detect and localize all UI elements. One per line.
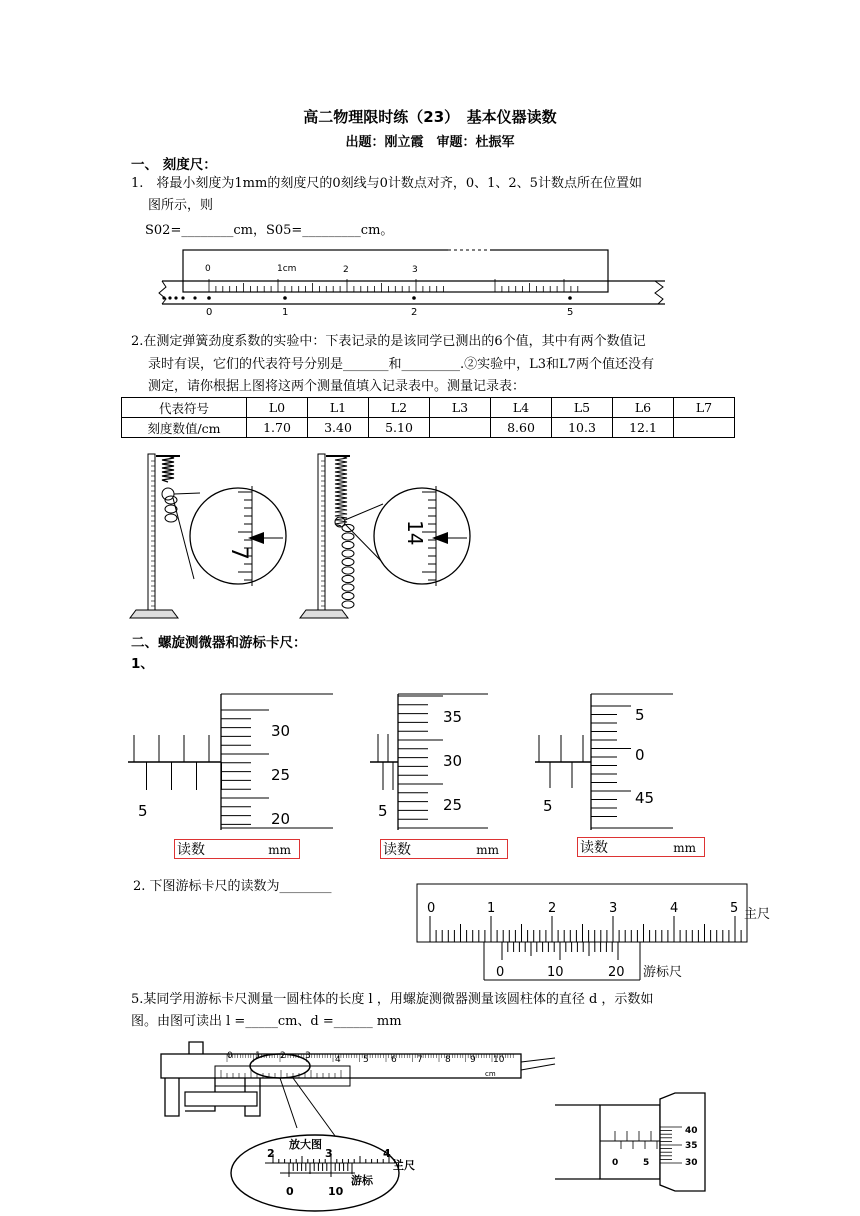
- ruler-label-1cm: 1cm: [277, 264, 297, 274]
- spring-label-7: 7: [226, 546, 251, 560]
- photo-scale-10: 10: [493, 1055, 505, 1065]
- section-heading-micrometer: 二、螺旋测微器和游标卡尺：: [131, 635, 307, 651]
- photo-scale-7: 7: [417, 1055, 423, 1065]
- table-cell: L1: [308, 398, 369, 418]
- table-cell: L4: [491, 398, 552, 418]
- reading-box-1[interactable]: [174, 839, 300, 859]
- photo-scale-9: 9: [470, 1055, 476, 1065]
- micrometer-3-tick-0: 0: [635, 746, 645, 764]
- section-heading-ruler: 一、 刻度尺：: [131, 157, 217, 173]
- table-cell: L0: [247, 398, 308, 418]
- micrometer-2-tick-35: 35: [443, 708, 463, 726]
- reading-box-2[interactable]: [380, 839, 508, 859]
- ruler-label-0: 0: [205, 264, 211, 274]
- caliper-main-5: 5: [730, 901, 739, 916]
- page-title: 高二物理限时练（23） 基本仪器读数: [303, 108, 557, 126]
- reading-unit: mm: [476, 843, 499, 857]
- caliper-vernier-label: 游标尺: [643, 965, 683, 980]
- hanging-weight: [342, 584, 354, 591]
- page-subtitle: 出题：刚立霞 审题：杜振军: [345, 135, 515, 150]
- question-label-1: 1、: [131, 656, 154, 672]
- caliper-vernier-20: 20: [608, 965, 625, 980]
- hanging-weight: [342, 558, 354, 565]
- table-cell: 代表符号: [122, 398, 247, 418]
- question-2-line1: 2.在测定弹簧劲度系数的实验中：下表记录的是该同学已测出的6个值，其中有两个数值记: [131, 334, 646, 349]
- photo-scale-4: 4: [335, 1055, 341, 1065]
- zoom-main-2: 2: [267, 1147, 275, 1160]
- photo-scale-8: 8: [445, 1055, 451, 1065]
- count-point-5: [568, 296, 572, 300]
- table-cell: L5: [552, 398, 613, 418]
- table-cell: [674, 418, 735, 438]
- hanging-weight: [342, 550, 354, 557]
- micrometer-4-tick-40: 40: [685, 1126, 698, 1136]
- question-2-line2: 录时有误，它们的代表符号分别是_______和_________.②实验中，L3和L7两个值还没有: [148, 357, 654, 372]
- micrometer-3-tick-45: 45: [635, 789, 655, 807]
- caliper-vernier-0: 0: [496, 965, 505, 980]
- count-label-2: 2: [411, 307, 418, 318]
- ruler-label-3: 3: [412, 265, 418, 275]
- question-5-line1: 5.某同学用游标卡尺测量一圆柱体的长度 l ，用螺旋测微器测量该圆柱体的直径 d ，示数如: [131, 992, 654, 1007]
- reading-box-3[interactable]: [577, 837, 705, 857]
- count-label-0: 0: [206, 307, 213, 318]
- micrometer-4-main-5: 5: [643, 1158, 650, 1168]
- hanging-weight: [342, 592, 354, 599]
- count-label-5: 5: [567, 307, 574, 318]
- caliper-main-1: 1: [487, 901, 496, 916]
- table-cell: L6: [613, 398, 674, 418]
- record-table: [121, 397, 735, 438]
- count-point-2: [412, 296, 416, 300]
- question-2-line3: 测定，请你根据上图将这两个测量值填入记录表中。测量记录表：: [148, 379, 526, 394]
- photo-scale-2: 2: [280, 1051, 286, 1061]
- micrometer-1-tick-25: 25: [271, 766, 291, 784]
- table-cell: L7: [674, 398, 735, 418]
- table-cell: 5.10: [369, 418, 430, 438]
- micrometer-1-main-label: 5: [138, 802, 148, 820]
- zoom-main-3: 3: [325, 1147, 333, 1160]
- caliper-drawing-figure: [155, 1036, 565, 1214]
- table-cell: [430, 418, 491, 438]
- photo-scale-6: 6: [391, 1055, 397, 1065]
- caliper-main-3: 3: [609, 901, 618, 916]
- zoom-vernier-label: 游标: [351, 1174, 373, 1187]
- micrometer-1: [128, 690, 348, 830]
- spring-apparatus-figure: [128, 446, 478, 626]
- table-row: [122, 398, 735, 418]
- caliper-main-4: 4: [670, 901, 679, 916]
- question-2-caliper: 2. 下图游标卡尺的读数为________: [133, 879, 332, 894]
- table-cell: 3.40: [308, 418, 369, 438]
- count-label-1: 1: [282, 307, 289, 318]
- micrometer-2-main-label: 5: [378, 802, 388, 820]
- micrometer-1-tick-20: 20: [271, 810, 291, 828]
- hanging-weight: [342, 575, 354, 582]
- micrometer-4-tick-30: 30: [685, 1158, 698, 1168]
- spring-label-14: 14: [403, 520, 427, 546]
- photo-scale-3: 3: [305, 1051, 311, 1061]
- count-point-1: [283, 296, 287, 300]
- micrometer-2-tick-25: 25: [443, 796, 463, 814]
- micrometer-4-main-0: 0: [612, 1158, 619, 1168]
- micrometer-2-tick-30: 30: [443, 752, 463, 770]
- micrometer-2: [370, 690, 500, 830]
- caliper-main-0: 0: [427, 901, 436, 916]
- zoom-label: 放大图: [289, 1138, 322, 1151]
- ruler-label-2: 2: [343, 265, 349, 275]
- table-cell: 刻度数值/cm: [122, 418, 247, 438]
- table-cell: L2: [369, 398, 430, 418]
- question-1-answer: S02=________cm，S05=_________cm。: [145, 223, 394, 238]
- question-1-line2: 图所示，则: [148, 198, 214, 213]
- caliper-vernier-10: 10: [547, 965, 564, 980]
- reading-label: 读数: [580, 840, 608, 856]
- micrometer-3: [535, 690, 685, 830]
- photo-scale-5: 5: [363, 1055, 369, 1065]
- photo-unit: cm: [485, 1070, 496, 1078]
- ruler-figure: [150, 247, 680, 319]
- reading-label: 读数: [383, 842, 411, 858]
- table-cell: L3: [430, 398, 491, 418]
- zoom-vernier-10: 10: [328, 1185, 344, 1198]
- count-point-0: [207, 296, 211, 300]
- question-5-line2: 图。由图可读出 l =_____cm、d =______ mm: [131, 1014, 402, 1029]
- micrometer-1-tick-30: 30: [271, 722, 291, 740]
- reading-unit: mm: [673, 841, 696, 855]
- hanging-weight: [342, 567, 354, 574]
- table-cell: 8.60: [491, 418, 552, 438]
- hanging-weight: [342, 541, 354, 548]
- reading-unit: mm: [268, 843, 291, 857]
- zoom-main-label: 主尺: [393, 1159, 415, 1172]
- caliper-main-2: 2: [548, 901, 557, 916]
- photo-scale-1: 1: [255, 1051, 261, 1061]
- photo-scale-0: 0: [227, 1051, 233, 1061]
- zoom-main-4: 4: [383, 1147, 391, 1160]
- hanging-weight: [342, 533, 354, 540]
- reading-label: 读数: [177, 842, 205, 858]
- ruler-body: [183, 250, 608, 292]
- micrometer-drawing-figure: [555, 1085, 715, 1195]
- table-cell: 10.3: [552, 418, 613, 438]
- micrometer-4-tick-35: 35: [685, 1141, 698, 1151]
- zoom-vernier-0: 0: [286, 1185, 294, 1198]
- micrometer-3-main-label: 5: [543, 797, 553, 815]
- hanging-weight: [342, 601, 354, 608]
- question-1-line1: 1. 将最小刻度为1mm的刻度尺的0刻线与0计数点对齐，0、1、2、5计数点所在位置如: [131, 176, 642, 191]
- table-cell: 12.1: [613, 418, 674, 438]
- table-row: [122, 418, 735, 438]
- vernier-caliper-figure: [410, 880, 780, 985]
- table-cell: 1.70: [247, 418, 308, 438]
- caliper-main-label: 主尺: [744, 907, 771, 922]
- micrometer-3-tick-5: 5: [635, 706, 645, 724]
